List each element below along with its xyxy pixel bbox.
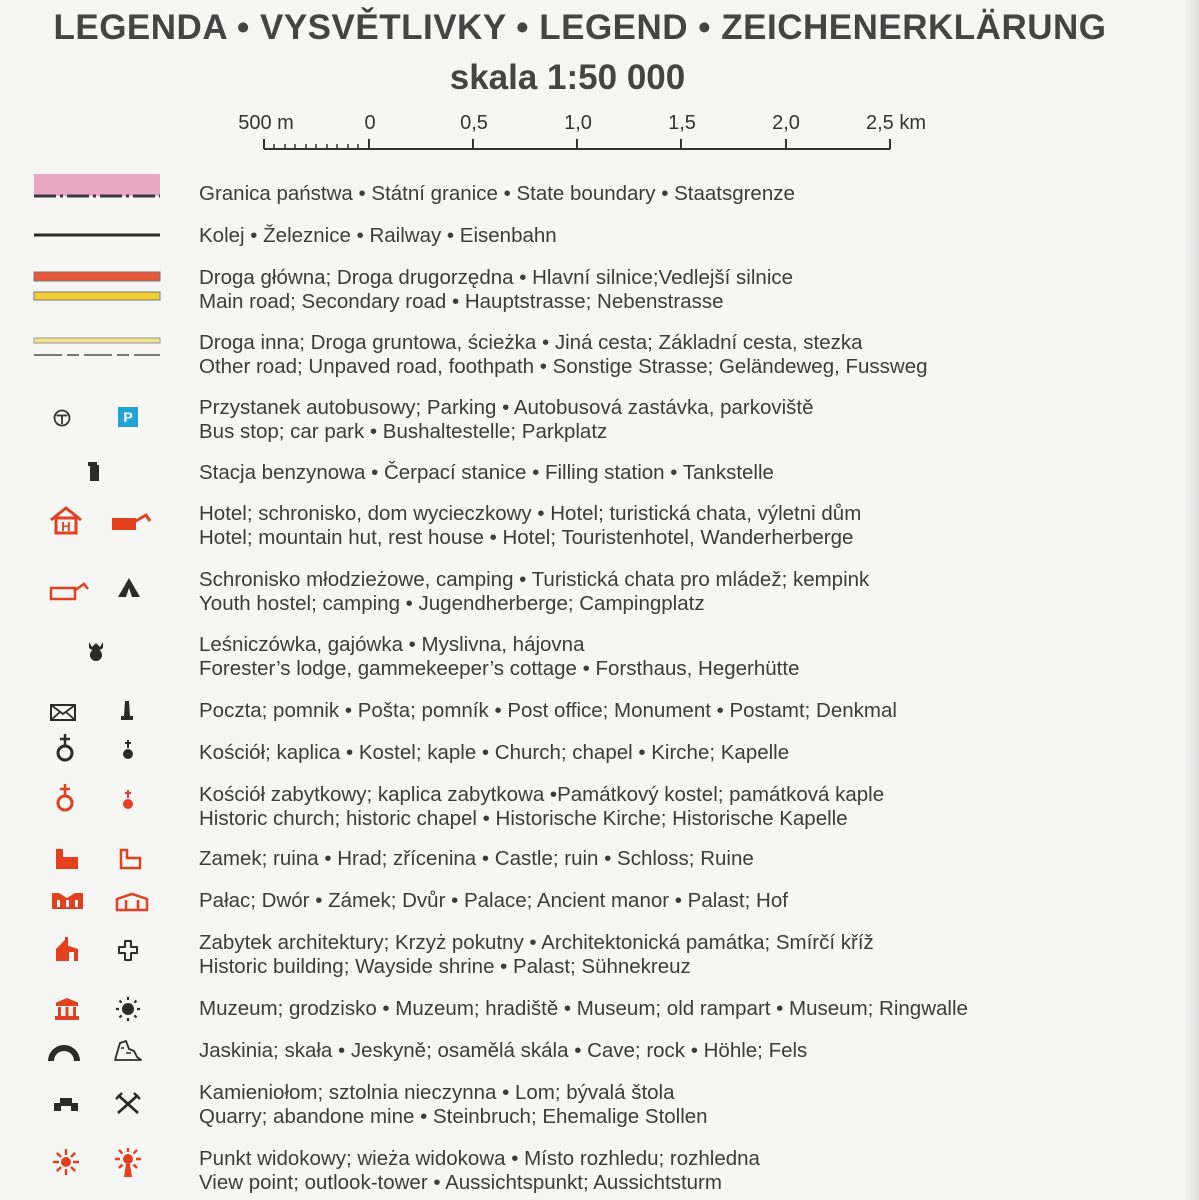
- legend-text-line: Droga inna; Droga gruntowa, ścieżka • Jiná cesta; Základní cesta, stezka: [199, 331, 863, 354]
- view-point-icon: [51, 1147, 81, 1177]
- scale-bar: [230, 108, 950, 158]
- legend-text-line: Historic building; Wayside shrine • Palast; Sühnekreuz: [199, 955, 691, 978]
- legend-text-line: Historic church; historic chapel • Historische Kirche; Historische Kapelle: [199, 807, 848, 830]
- legend-text: [199, 461, 774, 485]
- legend-text-line: Hotel; schronisko, dom wycieczkowy • Hotel; turistická chata, výletni dům: [199, 502, 862, 525]
- post-office-icon: [49, 701, 77, 723]
- rampart-icon: [114, 995, 142, 1023]
- camping-tent-icon: [116, 576, 142, 600]
- monument-icon: [118, 699, 136, 723]
- legend-text-line: Punkt widokowy; wieża widokowa • Místo rozhledu; rozhledna: [199, 1147, 760, 1170]
- legend-text-line: Droga główna; Droga drugorzędna • Hlavní silnice;Vedlejší silnice: [199, 266, 794, 289]
- legend-text-line: Granica państwa • Státní granice • State boundary • Staatsgrenze: [199, 182, 795, 205]
- legend-text-line: Poczta; pomnik • Pošta; pomník • Post office; Monument • Postamt; Denkmal: [199, 699, 897, 722]
- wayside-shrine-icon: [116, 939, 140, 963]
- legend-text-line: Bus stop; car park • Bushaltestelle; Parkplatz: [199, 420, 608, 443]
- legend-text-line: Kamieniołom; sztolnia nieczynna • Lom; bývalá štola: [199, 1081, 675, 1104]
- legend-text: [199, 741, 789, 765]
- scale-label-500m: 500 m: [238, 112, 294, 134]
- legend-text: [199, 396, 814, 444]
- legend-text: [199, 847, 754, 871]
- legend-text: [199, 699, 897, 723]
- legend-text-line: Quarry; abandone mine • Steinbruch; Ehemalige Stollen: [199, 1105, 708, 1128]
- castle-icon: [54, 847, 80, 871]
- legend-text-line: Youth hostel; camping • Jugendherberge; Campingplatz: [199, 592, 705, 615]
- legend-text-line: Hotel; mountain hut, rest house • Hotel; Touristenhotel, Wanderherberge: [199, 526, 854, 549]
- legend-text-line: Muzeum; grodzisko • Muzeum; hradiště • Museum; old rampart • Museum; Ringwalle: [199, 997, 968, 1020]
- legend-text-line: Przystanek autobusowy; Parking • Autobusová zastávka, parkoviště: [199, 396, 814, 419]
- abandoned-mine-icon: [114, 1091, 142, 1117]
- map-scale-label: skala 1:50 000: [449, 58, 686, 97]
- legend-text-line: Zabytek architektury; Krzyż pokutny • Architektonická památka; Smírčí kříž: [199, 931, 874, 954]
- palace-icon: [50, 889, 86, 913]
- ruin-icon: [118, 847, 144, 871]
- legend-text: [199, 331, 928, 379]
- forester-lodge-icon: [86, 639, 106, 663]
- legend-text: [199, 931, 874, 979]
- cave-icon: [46, 1041, 82, 1063]
- scale-label-0-5: 0,5: [460, 112, 488, 134]
- historic-building-icon: [54, 937, 80, 963]
- legend-text-line: Kościół; kaplica • Kostel; kaple • Church; chapel • Kirche; Kapelle: [199, 741, 790, 764]
- legend-text: [199, 182, 795, 206]
- scale-label-0: 0: [364, 112, 376, 134]
- legend-text-line: Kolej • Železnice • Railway • Eisenbahn: [199, 224, 557, 247]
- church-icon: [54, 733, 76, 765]
- legend-text-line: Forester’s lodge, gammekeeper’s cottage • Forsthaus, Hegerhütte: [199, 657, 800, 680]
- legend-text-line: Zamek; ruina • Hrad; zřícenina • Castle; ruin • Schloss; Ruine: [199, 847, 754, 870]
- historic-church-icon: [54, 783, 76, 815]
- scale-label-2-5km: 2,5 km: [865, 112, 927, 134]
- page-edge-shadow: [1185, 0, 1199, 1200]
- svg-text:H: H: [61, 519, 71, 534]
- bus-stop-icon: [52, 408, 72, 428]
- legend-text-line: Main road; Secondary road • Hauptstrasse; Nebenstrasse: [199, 290, 724, 313]
- legend-text: [199, 502, 861, 550]
- mountain-hut-icon: [110, 512, 152, 534]
- legend-text: [199, 568, 869, 616]
- svg-text:P: P: [123, 409, 133, 425]
- legend-text-line: View point; outlook-tower • Aussichtspunkt; Aussichtsturm: [199, 1171, 722, 1194]
- historic-chapel-icon: [120, 789, 136, 813]
- museum-icon: [53, 997, 81, 1021]
- legend-text-line: Jaskinia; skała • Jeskyně; osamělá skála • Cave; rock • Höhle; Fels: [199, 1039, 808, 1062]
- legend-text: [199, 266, 793, 314]
- outlook-tower-icon: [113, 1147, 143, 1179]
- legend-text: [199, 997, 968, 1021]
- scale-label-1-0: 1,0: [564, 112, 592, 134]
- legend-text-line: Other road; Unpaved road, foothpath • Sonstige Strasse; Geländeweg, Fussweg: [199, 355, 928, 378]
- parking-icon: [118, 407, 138, 427]
- other-road-line: [32, 331, 162, 365]
- scale-label-2-0: 2,0: [772, 112, 800, 134]
- legend-text: [199, 1081, 708, 1129]
- scale-label-1-5: 1,5: [668, 112, 696, 134]
- legend-text-line: Kościół zabytkowy; kaplica zabytkowa •Památkový kostel; památková kaple: [199, 783, 885, 806]
- legend-text-line: Schronisko młodzieżowe, camping • Turistická chata pro mládež; kempink: [199, 568, 870, 591]
- legend-text-line: Stacja benzynowa • Čerpací stanice • Filling station • Tankstelle: [199, 461, 774, 484]
- legend-text: [199, 633, 799, 681]
- state-boundary-line: [32, 172, 162, 202]
- main-road-line: [32, 266, 162, 308]
- legend-text: [199, 783, 884, 831]
- fuel-pump-icon: [85, 461, 105, 483]
- legend-text: [199, 224, 557, 248]
- quarry-icon: [52, 1095, 80, 1113]
- legend-text: [199, 1039, 807, 1063]
- rock-icon: [112, 1039, 144, 1063]
- manor-icon: [114, 891, 150, 913]
- chapel-icon: [120, 739, 136, 763]
- youth-hostel-icon: [48, 580, 90, 602]
- legend-text-line: Leśniczówka, gajówka • Myslivna, hájovna: [199, 633, 585, 656]
- hotel-icon: [49, 506, 83, 536]
- legend-title: LEGENDA • VYSVĚTLIVKY • LEGEND • ZEICHENERKLÄRUNG: [53, 8, 1107, 47]
- railway-line: [32, 224, 162, 248]
- scale-bar-ruler: [230, 136, 950, 152]
- legend-text-line: Pałac; Dwór • Zámek; Dvůr • Palace; Ancient manor • Palast; Hof: [199, 889, 788, 912]
- legend-text: [199, 889, 788, 913]
- legend-text: [199, 1147, 760, 1195]
